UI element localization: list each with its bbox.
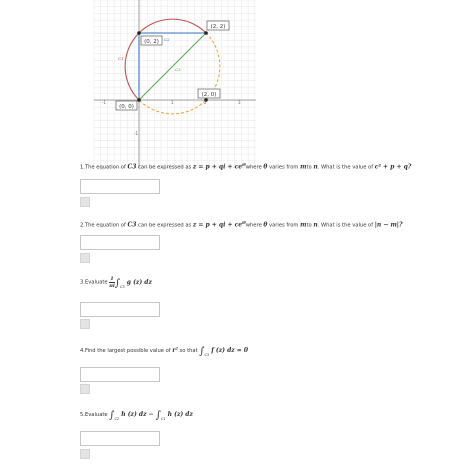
answer-input-3[interactable]: [80, 302, 160, 317]
q2-theta: θ: [263, 221, 268, 229]
point-2-2: [204, 31, 208, 35]
q1-text: 1.The equation of: [80, 164, 128, 171]
q1-text-tail: . What is the value of: [317, 164, 375, 171]
q4-exponent: 2: [175, 346, 178, 351]
q3-text: 3.Evaluate: [80, 279, 110, 286]
q2-text-varies: varies from: [267, 222, 301, 229]
tick-x-3: 3: [238, 100, 241, 105]
question-3: [80, 276, 152, 296]
q5-contour-2: C1: [160, 417, 166, 421]
question-5: [80, 410, 193, 421]
q2-text-tail: . What is the value of: [317, 222, 375, 229]
check-button-3[interactable]: [80, 319, 90, 329]
point-0-0: [137, 98, 141, 102]
q2-text-to: to: [306, 222, 314, 229]
check-button-1[interactable]: [80, 197, 90, 207]
point-0-2: [137, 31, 141, 35]
answer-input-5[interactable]: [80, 431, 160, 446]
label-c3: C3: [175, 67, 181, 72]
label-2-0: (2, 0): [201, 92, 217, 98]
q1-text-to: to: [306, 164, 314, 171]
q4-integral-sign: ∫: [199, 346, 205, 357]
q3-integrand: g (z) dz: [124, 279, 152, 286]
tick-x-1: 1: [171, 100, 174, 105]
tick-x-2: 2: [204, 100, 207, 105]
check-button-4[interactable]: [80, 384, 90, 394]
check-button-2[interactable]: [80, 253, 90, 263]
q2-exponent: iθ: [242, 221, 246, 225]
q1-target: c² + p + q?: [374, 163, 412, 171]
label-c1: C1: [118, 56, 124, 61]
q5-integral-sign-1: ∫: [109, 410, 115, 421]
q1-exponent: iθ: [242, 163, 246, 167]
q2-text: 2.The equation of: [80, 222, 128, 229]
q4-r: r: [172, 347, 176, 354]
label-0-2: (0, 2): [144, 39, 159, 45]
q5-integral-sign-2: ∫: [155, 410, 161, 421]
q3-numerator: 1: [110, 276, 114, 282]
q1-curve: C3: [127, 163, 137, 171]
label-0-0: (0, 0): [119, 104, 134, 110]
q1-equation: z = p + qi + ce: [192, 163, 243, 171]
q1-theta: θ: [263, 163, 268, 171]
q3-denominator: πi: [109, 283, 115, 289]
tick-y-neg1: -1: [134, 131, 138, 136]
q1-m: m: [300, 163, 307, 171]
q5-integrand-2: h (z) dz: [165, 411, 193, 418]
question-1: [80, 163, 411, 171]
q2-text-where: where: [245, 222, 264, 229]
q5-text: 5.Evaluate: [80, 412, 110, 418]
q4-integrand: f (z) dz = 0: [209, 347, 249, 354]
q1-text-mid: can be expressed as: [136, 164, 193, 171]
q2-curve: C3: [127, 221, 137, 229]
q3-integral-sign: ∫: [114, 278, 121, 289]
q2-target: |n − m|?: [374, 221, 403, 229]
answer-input-2[interactable]: [80, 235, 160, 250]
question-4: [80, 346, 248, 357]
q2-m: m: [300, 221, 307, 229]
q4-text-mid: so that: [177, 348, 200, 354]
q3-contour: C3: [120, 285, 125, 289]
answer-input-4[interactable]: [80, 367, 160, 382]
q2-n: n: [313, 221, 318, 229]
tick-x-neg1: -1: [102, 100, 106, 105]
label-c2: C2: [164, 37, 170, 42]
q5-contour-1: C2: [114, 417, 120, 421]
arc-c1: [125, 19, 206, 100]
q4-text: 4.Find the largest possible value of: [80, 348, 173, 354]
grid: [94, 0, 256, 168]
q2-equation: z = p + qi + ce: [192, 221, 243, 229]
q1-text-where: where: [245, 164, 264, 171]
question-2: [80, 221, 402, 229]
check-button-5[interactable]: [80, 449, 90, 459]
q1-n: n: [313, 163, 318, 171]
q4-contour: C3: [204, 353, 210, 357]
q5-integrand-1: h (z) dz −: [119, 411, 156, 418]
answer-input-1[interactable]: [80, 179, 160, 194]
q2-text-mid: can be expressed as: [136, 222, 193, 229]
label-2-2: (2, 2): [210, 24, 226, 30]
contour-diagram: [0, 0, 260, 168]
q1-text-varies: varies from: [267, 164, 301, 171]
